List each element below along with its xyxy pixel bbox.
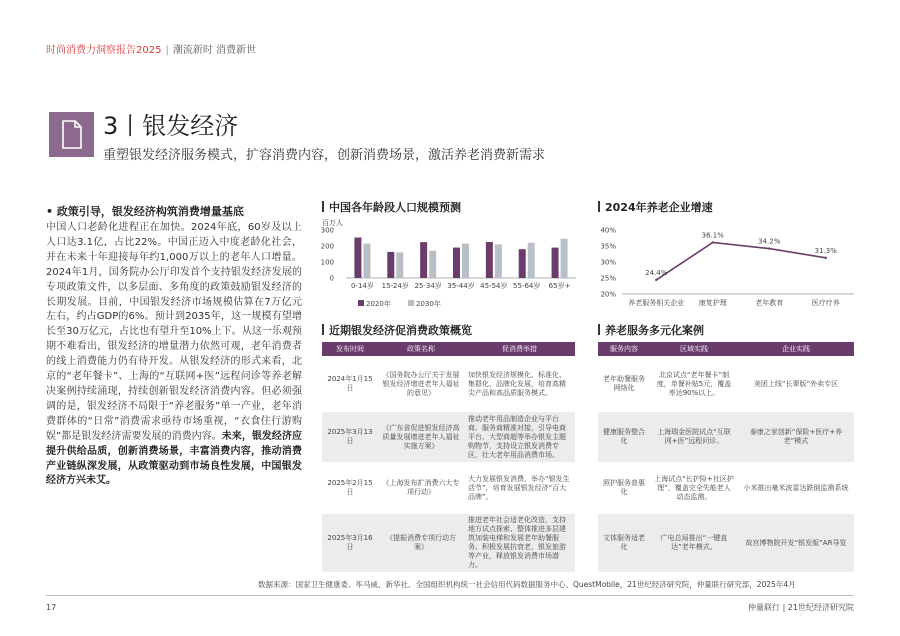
y-tick-label: 30%	[600, 258, 616, 267]
growth-chart-title: 2024年养老企业增速	[598, 199, 713, 215]
report-header	[46, 41, 256, 56]
y-tick-label: 300	[320, 226, 334, 235]
growth-line-chart	[598, 220, 858, 315]
table-row	[598, 514, 854, 572]
service-enterprise: 泰康之家创新“保险+医疗+养老”模式	[738, 412, 854, 462]
policy-measure: 加快银发经济规模化、标准化、集群化、品牌化发展，培育高精尖产品和高品质服务模式。	[468, 370, 566, 397]
document-icon	[49, 112, 94, 157]
service-table	[598, 342, 854, 572]
data-point	[712, 241, 714, 243]
policy-name: 《国务院办公厅关于发展银发经济增进老年人福祉的意见》	[382, 370, 460, 397]
service-enterprise: 美团上线“长辈版”外卖专区	[753, 379, 839, 388]
policy-table	[322, 342, 575, 572]
population-bar-chart	[318, 216, 580, 316]
legend-swatch	[358, 300, 364, 306]
x-tick-label: 55-64岁	[513, 282, 541, 290]
x-tick-label: 医疗疗养	[811, 299, 840, 307]
x-tick-label: 15-24岁	[381, 282, 409, 290]
policy-date: 2025年3月13日	[322, 412, 378, 462]
y-tick-label: 20%	[600, 290, 616, 299]
bar-2020	[354, 238, 361, 278]
col-enterprise: 企业实践	[738, 342, 854, 356]
data-source: 数据来源：国家卫生健康委、毕马威、新华社、全国组织机构统一社会信用代码数据服务中心、QuestMobile，21世纪经济研究院，仲量联行研究部，2025年4月	[258, 580, 796, 589]
footer-divider	[46, 595, 854, 596]
y-tick-label: 0	[329, 274, 334, 283]
bar-2020	[519, 249, 526, 278]
policy-date: 2025年3月16日	[322, 514, 378, 572]
x-tick-label: 25-34岁	[414, 282, 442, 290]
bar-2030	[462, 244, 469, 278]
table-row	[322, 462, 575, 514]
policy-table-title: 近期银发经济促消费政策概览	[322, 322, 472, 338]
growth-line	[656, 242, 826, 279]
table-row	[322, 412, 575, 462]
bar-2020	[453, 248, 460, 278]
section-title: 3丨银发经济	[103, 112, 239, 140]
report-slogan: 潮流新时 消费新世	[172, 45, 257, 56]
y-tick-label: 100	[320, 258, 334, 267]
policy-measure: 大力发展银发消费，举办“银发生活节”，培育发展银发经济“百大品牌”。	[468, 474, 570, 501]
y-tick-label: 40%	[600, 226, 616, 235]
y-axis-label: 百万人	[322, 219, 343, 227]
policy-date: 2025年2月15日	[327, 479, 373, 496]
policy-date: 2024年1月15日	[327, 375, 373, 392]
bar-2020	[420, 242, 427, 278]
bar-2030	[528, 243, 535, 278]
service-content: 照护服务普惠化	[603, 479, 645, 496]
col-date: 发布时间	[322, 342, 378, 356]
bar-2020	[486, 242, 493, 278]
policy-name: 《提振消费专项行动方案》	[378, 514, 464, 572]
header-separator: |	[165, 45, 169, 56]
service-content: 文体服务适老化	[598, 514, 650, 572]
data-point	[768, 247, 770, 249]
bar-2020	[552, 248, 559, 278]
table-row	[598, 356, 854, 412]
data-point	[825, 257, 827, 259]
service-content: 老年助餐服务网络化	[603, 375, 645, 392]
bar-2020	[387, 252, 394, 278]
x-tick-label: 养老服务相关企业	[628, 299, 685, 307]
legend-label: 2020年	[366, 300, 391, 308]
legend-swatch	[408, 300, 414, 306]
data-label: 31.3%	[814, 246, 837, 255]
bar-2030	[396, 252, 403, 278]
service-region: 北京试点“老年餐卡”制度，单餐补贴5元，覆盖率达90%以上。	[656, 370, 732, 397]
population-chart-title: 中国各年龄段人口规模预测	[322, 199, 461, 215]
service-content: 健康服务整合化	[598, 412, 650, 462]
policy-name: 《广东省促进银发经济高质量发展增进老年人福祉实施方案》	[378, 412, 464, 462]
body-text: 中国人口老龄化进程正在加快。2024年底，60岁及以上人口达3.1亿，占比22%。中国正迈入中度老龄化社会，并在未来十年迎接每年约1,000万以上的老年人口增量。2024年1月，国务院办公厅印发首个支持银发经济发展的专项政策文件，以多层面、多角度的政策鼓励银发经济的长期发展。目前，中国银发经济市场规模估算在7万亿元左右，约占GDP的6%。预计到2035年，这一规模有望增长至30万亿元，占比也有望升至10%上下。从这一乐观预期不难看出，银发经济的增量潜力依然可观，老年消费者的线上消费能力仍有待开发。从银发经济的形式来看，北京的“老年餐卡”、上海的“互联网+医”远程问诊等养老解决案例持续涌现，持续创新银发经济消费内容。但必须强调的是，银发经济不局限于“养老服务”单一产业，老年消费群体的“日常”消费需求亟待市场重视，“衣食住行游购娱”都是银发经济需要发展的消费内容。	[46, 222, 302, 442]
bar-2030	[363, 244, 370, 278]
y-tick-label: 200	[320, 242, 334, 251]
body-paragraph	[46, 221, 302, 489]
body-text-bold: 未来，银发经济应提升供给品质，创新消费场景，丰富消费内容，推动消费产业链纵深发展，从政策驱动到市场良性发展，中国银发经济方兴未艾。	[46, 430, 302, 487]
x-tick-label: 65岁+	[548, 282, 571, 290]
x-tick-label: 老年教育	[755, 299, 784, 307]
data-point	[655, 279, 657, 281]
data-label: 36.1%	[701, 231, 724, 240]
policy-table-header	[322, 342, 575, 356]
service-table-header	[598, 342, 854, 356]
policy-name: 《上海发布扩消费六大专项行动》	[382, 479, 460, 496]
bar-2030	[561, 239, 568, 278]
report-title: 时尚消费力洞察报告2025	[46, 45, 162, 56]
x-tick-label: 35-44岁	[447, 282, 475, 290]
bar-2030	[429, 251, 436, 278]
data-label: 34.2%	[758, 237, 781, 246]
service-enterprise: 故宫博物院开发“银发版”AR导览	[738, 514, 854, 572]
policy-measure: 推进老年社会适老化改造，支持地方试点探索、整体推进多层建筑加装电梯和发展老年助餐服务。积极发展抗衰老、银发旅游等产业，释放银发消费市场潜力。	[464, 514, 575, 572]
service-region: 上海瑞金医院试点“互联网+医”远程问诊。	[650, 412, 738, 462]
x-tick-label: 0-14岁	[350, 282, 374, 290]
table-row	[598, 412, 854, 462]
section-subtitle: 重塑银发经济服务模式，扩容消费内容，创新消费场景，激活养老消费新需求	[103, 148, 546, 163]
y-tick-label: 35%	[600, 242, 616, 251]
bar-2030	[495, 244, 502, 278]
legend-label: 2030年	[416, 300, 441, 308]
y-tick-label: 25%	[600, 274, 616, 283]
service-table-title: 养老服务多元化案例	[598, 322, 704, 338]
col-policy-name: 政策名称	[378, 342, 464, 356]
data-label: 24.4%	[645, 268, 668, 277]
col-content: 服务内容	[598, 342, 650, 356]
footer-brand: 仲量联行 | 21世纪经济研究院	[748, 603, 854, 612]
table-row	[598, 462, 854, 514]
page-number: 17	[46, 603, 57, 612]
service-region: 广电总局推出“一键直达”老年模式。	[650, 514, 738, 572]
table-row	[322, 514, 575, 572]
col-measure: 促消费举措	[464, 342, 575, 356]
left-heading: • 政策引导，银发经济构筑消费增量基底	[46, 205, 244, 218]
table-row	[322, 356, 575, 412]
service-enterprise: 小米推出毫米波雷达跌倒监测系统	[743, 483, 849, 492]
x-tick-label: 45-54岁	[480, 282, 508, 290]
service-region: 上海试点“长护险+社区护理”，覆盖完全失能老人动态监测。	[654, 474, 734, 501]
x-tick-label: 康复护理	[698, 299, 727, 307]
policy-measure: 推动老年用品制造企业与平台商、服务商精准对接，引导电商平台、大型商超等举办银发主题购物节，支持设立银发消费专区，壮大老年用品消费市场。	[464, 412, 575, 462]
col-region: 区域实践	[650, 342, 738, 356]
